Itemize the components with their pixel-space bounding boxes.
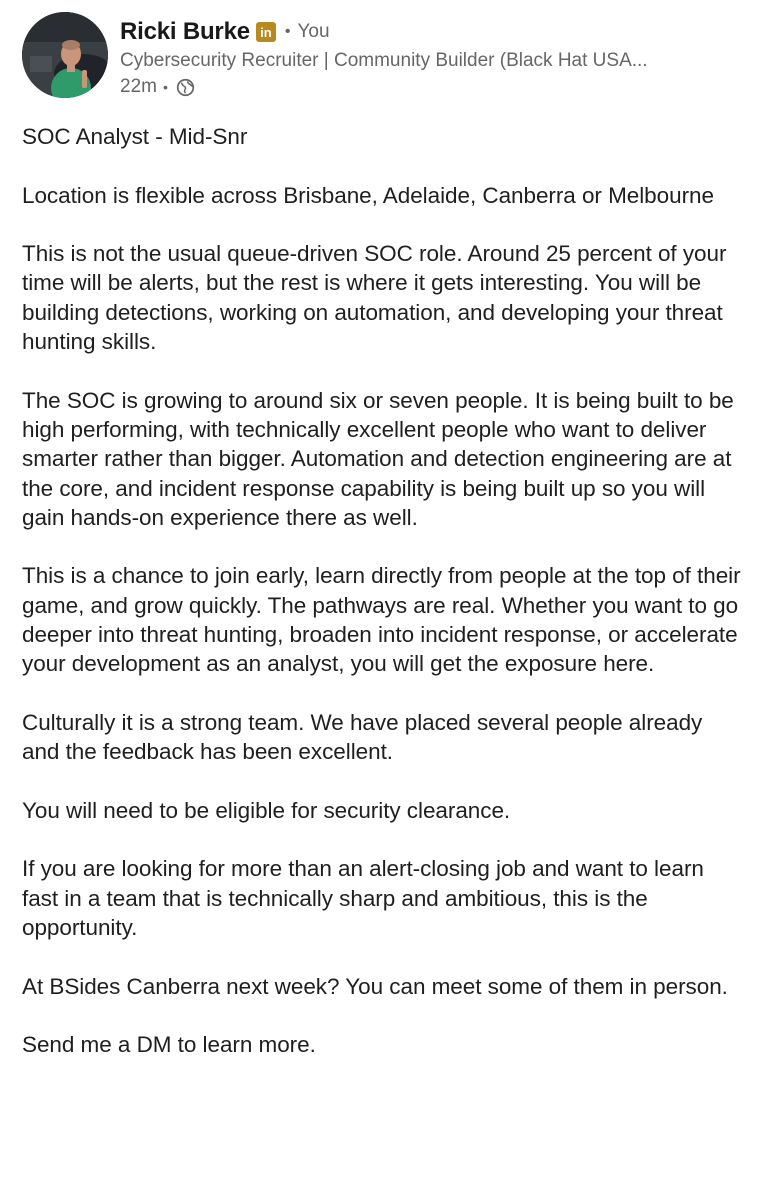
globe-icon [176, 78, 195, 97]
post-paragraph-clearance: You will need to be eligible for security clearance. [22, 797, 511, 823]
post-paragraph-opportunity: This is a chance to join early, learn directly from people at the top of their game, and grow quickly. The pathways are real. Whether you want to go deeper into threat hunting, broaden into incident response, or accelerate your development as an analyst, you will get the exposure here. [22, 563, 741, 677]
post-timestamp: 22m [120, 76, 157, 97]
author-avatar[interactable] [22, 12, 108, 98]
author-name[interactable]: Ricki Burke [120, 18, 250, 45]
post-paragraph-culture: Culturally it is a strong team. We have placed several people already and the feedback has been excellent. [22, 709, 703, 765]
separator-dot: • [284, 23, 291, 40]
author-headline: Cybersecurity Recruiter | Community Builder (Black Hat USA... [120, 50, 648, 71]
relation-label: You [297, 21, 330, 42]
post-paragraph-location: Location is flexible across Brisbane, Adelaide, Canberra or Melbourne [22, 182, 714, 208]
separator-dot: • [162, 79, 168, 95]
post-title: SOC Analyst - Mid-Snr [22, 124, 248, 149]
post-paragraph-cta: Send me a DM to learn more. [22, 1032, 316, 1058]
post-header [22, 12, 742, 102]
avatar-photo [22, 12, 108, 98]
post-paragraph-role: This is not the usual queue-driven SOC role. Around 25 percent of your time will be alerts, but the rest is where it gets interesting. You will be building detections, working on automation, and developing your threat hunting skills. [22, 241, 727, 355]
post-paragraph-pitch: If you are looking for more than an alert-closing job and want to learn fast in a team that is technically sharp and ambitious, this is the opportunity. [22, 856, 704, 941]
linkedin-badge-icon: in [256, 22, 276, 42]
post-paragraph-event: At BSides Canberra next week? You can meet some of them in person. [22, 973, 728, 999]
post-body [22, 122, 742, 1060]
post-paragraph-team: The SOC is growing to around six or seven people. It is being built to be high performing, with technically excellent people who want to deliver smarter rather than bigger. Automation and detection engineering are at the core, and incident response capability is being built up so you will gain hands-on experience there as well. [22, 387, 734, 530]
